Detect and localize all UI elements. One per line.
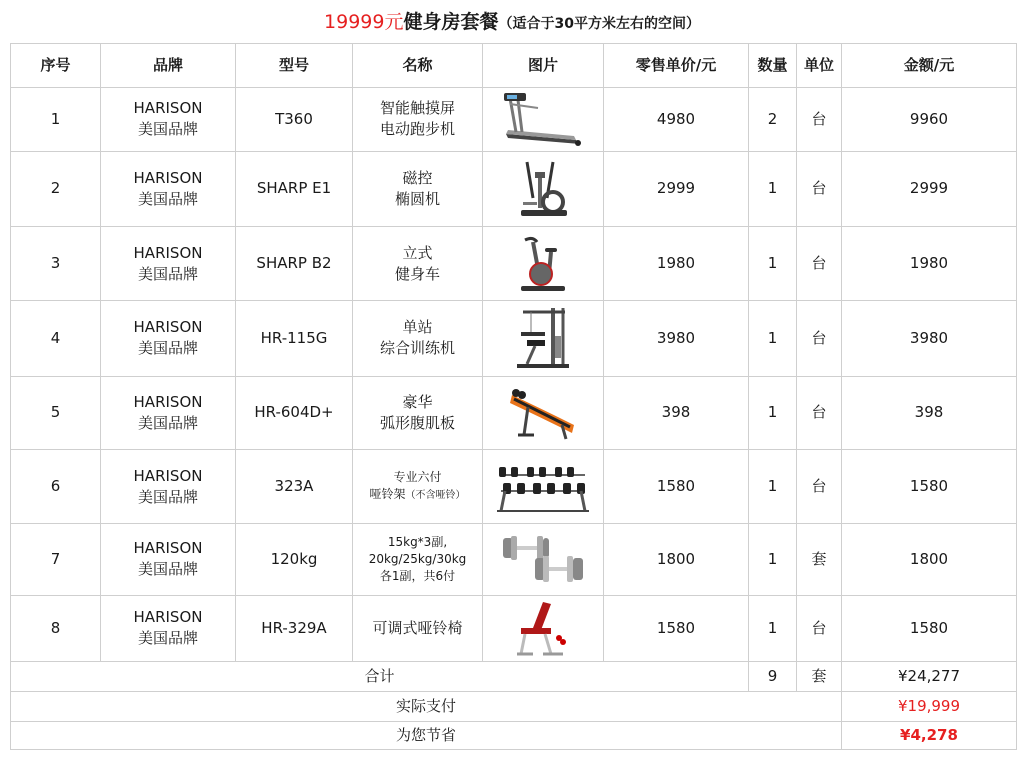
- name-line: 智能触摸屏: [379, 99, 455, 118]
- table-header-row: [11, 44, 1017, 88]
- name-line: 20kg/25kg/30kg: [368, 551, 467, 566]
- cell-qty: 1: [749, 523, 797, 595]
- brand-name: HARISON: [133, 99, 203, 118]
- brand-name: HARISON: [133, 539, 203, 558]
- elliptical-icon: [513, 158, 573, 220]
- weight-bench-icon: [513, 598, 573, 658]
- name-line: 专业六付: [393, 470, 442, 485]
- header-unit: 单位: [797, 44, 842, 88]
- cell-no: 4: [11, 300, 101, 376]
- cell-qty: 1: [749, 300, 797, 376]
- sit-up-bench-icon: [508, 385, 578, 441]
- cell-name: [353, 88, 483, 152]
- cell-amount: 1580: [842, 595, 1017, 662]
- cell-name: [353, 523, 483, 595]
- cell-unit-price: 2999: [604, 151, 749, 227]
- page-title: [0, 9, 1024, 37]
- cell-unit: 台: [797, 227, 842, 301]
- brand-origin: 美国品牌: [137, 413, 198, 432]
- savings-amount: ¥4,278: [842, 721, 1017, 749]
- cell-amount: 1800: [842, 523, 1017, 595]
- table-row: [11, 300, 1017, 376]
- cell-amount: 3980: [842, 300, 1017, 376]
- table-row: [11, 151, 1017, 227]
- brand-name: HARISON: [133, 608, 203, 627]
- cell-unit-price: 3980: [604, 300, 749, 376]
- cell-brand: [101, 88, 236, 152]
- cell-model: 323A: [236, 450, 353, 524]
- brand-origin: 美国品牌: [137, 339, 198, 358]
- cell-brand: [101, 376, 236, 450]
- dumbbells-icon: [501, 534, 585, 584]
- brand-name: HARISON: [133, 318, 203, 337]
- total-unit: 套: [797, 662, 842, 692]
- total-label: 合计: [11, 662, 749, 692]
- cell-unit-price: 1580: [604, 595, 749, 662]
- cell-unit: 台: [797, 376, 842, 450]
- name-line: 弧形腹肌板: [379, 413, 455, 432]
- name-line: 电动跑步机: [379, 120, 455, 139]
- actual-pay-row: [11, 692, 1017, 721]
- cell-image: [483, 151, 604, 227]
- title-price: 19999元: [324, 11, 404, 33]
- cell-unit-price: 1800: [604, 523, 749, 595]
- cell-image: [483, 88, 604, 152]
- cell-unit: 台: [797, 595, 842, 662]
- cell-model: HR-604D+: [236, 376, 353, 450]
- table-row: [11, 595, 1017, 662]
- cell-unit: 台: [797, 450, 842, 524]
- brand-name: HARISON: [133, 392, 203, 411]
- brand-name: HARISON: [133, 243, 203, 262]
- brand-origin: 美国品牌: [137, 189, 198, 208]
- brand-origin: 美国品牌: [137, 487, 198, 506]
- exercise-bike-icon: [515, 234, 571, 294]
- cell-amount: 398: [842, 376, 1017, 450]
- name-line: 15kg*3副,: [387, 534, 448, 549]
- cell-image: [483, 595, 604, 662]
- cell-image: [483, 376, 604, 450]
- name-line: 综合训练机: [379, 339, 455, 358]
- table-row: [11, 523, 1017, 595]
- cell-no: 8: [11, 595, 101, 662]
- brand-origin: 美国品牌: [137, 560, 198, 579]
- brand-name: HARISON: [133, 466, 203, 485]
- cell-name: 可调式哑铃椅: [353, 595, 483, 662]
- cell-model: HR-115G: [236, 300, 353, 376]
- brand-origin: 美国品牌: [137, 629, 198, 648]
- cell-brand: [101, 523, 236, 595]
- cell-amount: 9960: [842, 88, 1017, 152]
- name-line: 磁控: [402, 168, 433, 187]
- title-main: 健身房套餐: [403, 11, 499, 33]
- header-brand: 品牌: [101, 44, 236, 88]
- dumbbell-rack-icon: [495, 461, 591, 513]
- cell-image: [483, 227, 604, 301]
- cell-image: [483, 523, 604, 595]
- table-row: [11, 376, 1017, 450]
- table-row: [11, 450, 1017, 524]
- cell-image: [483, 300, 604, 376]
- brand-name: HARISON: [133, 168, 203, 187]
- header-unit-price: 零售单价/元: [604, 44, 749, 88]
- name-line: 椭圆机: [394, 189, 440, 208]
- cell-no: 6: [11, 450, 101, 524]
- cell-qty: 1: [749, 151, 797, 227]
- cell-unit-price: 398: [604, 376, 749, 450]
- cell-model: 120kg: [236, 523, 353, 595]
- cell-name: [353, 450, 483, 524]
- cell-unit: 台: [797, 151, 842, 227]
- cell-no: 7: [11, 523, 101, 595]
- name-line-with-note: [353, 486, 482, 504]
- cell-qty: 2: [749, 88, 797, 152]
- cell-qty: 1: [749, 595, 797, 662]
- name-line: 健身车: [394, 264, 440, 283]
- actual-pay-amount: ¥19,999: [842, 692, 1017, 721]
- header-qty: 数量: [749, 44, 797, 88]
- cell-name: [353, 376, 483, 450]
- cell-brand: [101, 595, 236, 662]
- cell-no: 3: [11, 227, 101, 301]
- actual-pay-label: 实际支付: [11, 692, 842, 721]
- name-line: 单站: [402, 318, 433, 337]
- cell-no: 5: [11, 376, 101, 450]
- cell-name: [353, 300, 483, 376]
- cell-qty: 1: [749, 376, 797, 450]
- cell-unit-price: 4980: [604, 88, 749, 152]
- header-name: 名称: [353, 44, 483, 88]
- cell-qty: 1: [749, 227, 797, 301]
- brand-origin: 美国品牌: [137, 264, 198, 283]
- table-row: [11, 227, 1017, 301]
- cell-no: 2: [11, 151, 101, 227]
- cell-amount: 1580: [842, 450, 1017, 524]
- cell-model: T360: [236, 88, 353, 152]
- title-subtitle: （适合于30平方米左右的空间）: [498, 16, 700, 32]
- cell-qty: 1: [749, 450, 797, 524]
- cell-name: [353, 227, 483, 301]
- name-line: 各1副，共6付: [379, 568, 456, 583]
- name-line: 哑铃架: [369, 487, 406, 502]
- header-model: 型号: [236, 44, 353, 88]
- cell-unit-price: 1980: [604, 227, 749, 301]
- cell-model: SHARP B2: [236, 227, 353, 301]
- cell-model: SHARP E1: [236, 151, 353, 227]
- cell-model: HR-329A: [236, 595, 353, 662]
- treadmill-icon: [498, 90, 588, 148]
- cell-unit: 台: [797, 88, 842, 152]
- cell-name: [353, 151, 483, 227]
- cell-brand: [101, 450, 236, 524]
- cell-brand: [101, 151, 236, 227]
- cell-unit-price: 1580: [604, 450, 749, 524]
- name-line: 豪华: [402, 392, 433, 411]
- cell-image: [483, 450, 604, 524]
- cell-brand: [101, 227, 236, 301]
- header-amount: 金额/元: [842, 44, 1017, 88]
- package-table: [10, 43, 1017, 750]
- total-qty: 9: [749, 662, 797, 692]
- cell-brand: [101, 300, 236, 376]
- home-gym-icon: [513, 306, 573, 370]
- savings-row: [11, 721, 1017, 749]
- table-row: [11, 88, 1017, 152]
- cell-amount: 1980: [842, 227, 1017, 301]
- cell-amount: 2999: [842, 151, 1017, 227]
- cell-unit: 套: [797, 523, 842, 595]
- total-row: [11, 662, 1017, 692]
- name-line: 立式: [402, 243, 433, 262]
- cell-no: 1: [11, 88, 101, 152]
- brand-origin: 美国品牌: [137, 120, 198, 139]
- header-image: 图片: [483, 44, 604, 88]
- name-note: （不含哑铃）: [405, 490, 466, 502]
- savings-label: 为您节省: [11, 721, 842, 749]
- header-no: 序号: [11, 44, 101, 88]
- total-amount: ¥24,277: [842, 662, 1017, 692]
- cell-unit: 台: [797, 300, 842, 376]
